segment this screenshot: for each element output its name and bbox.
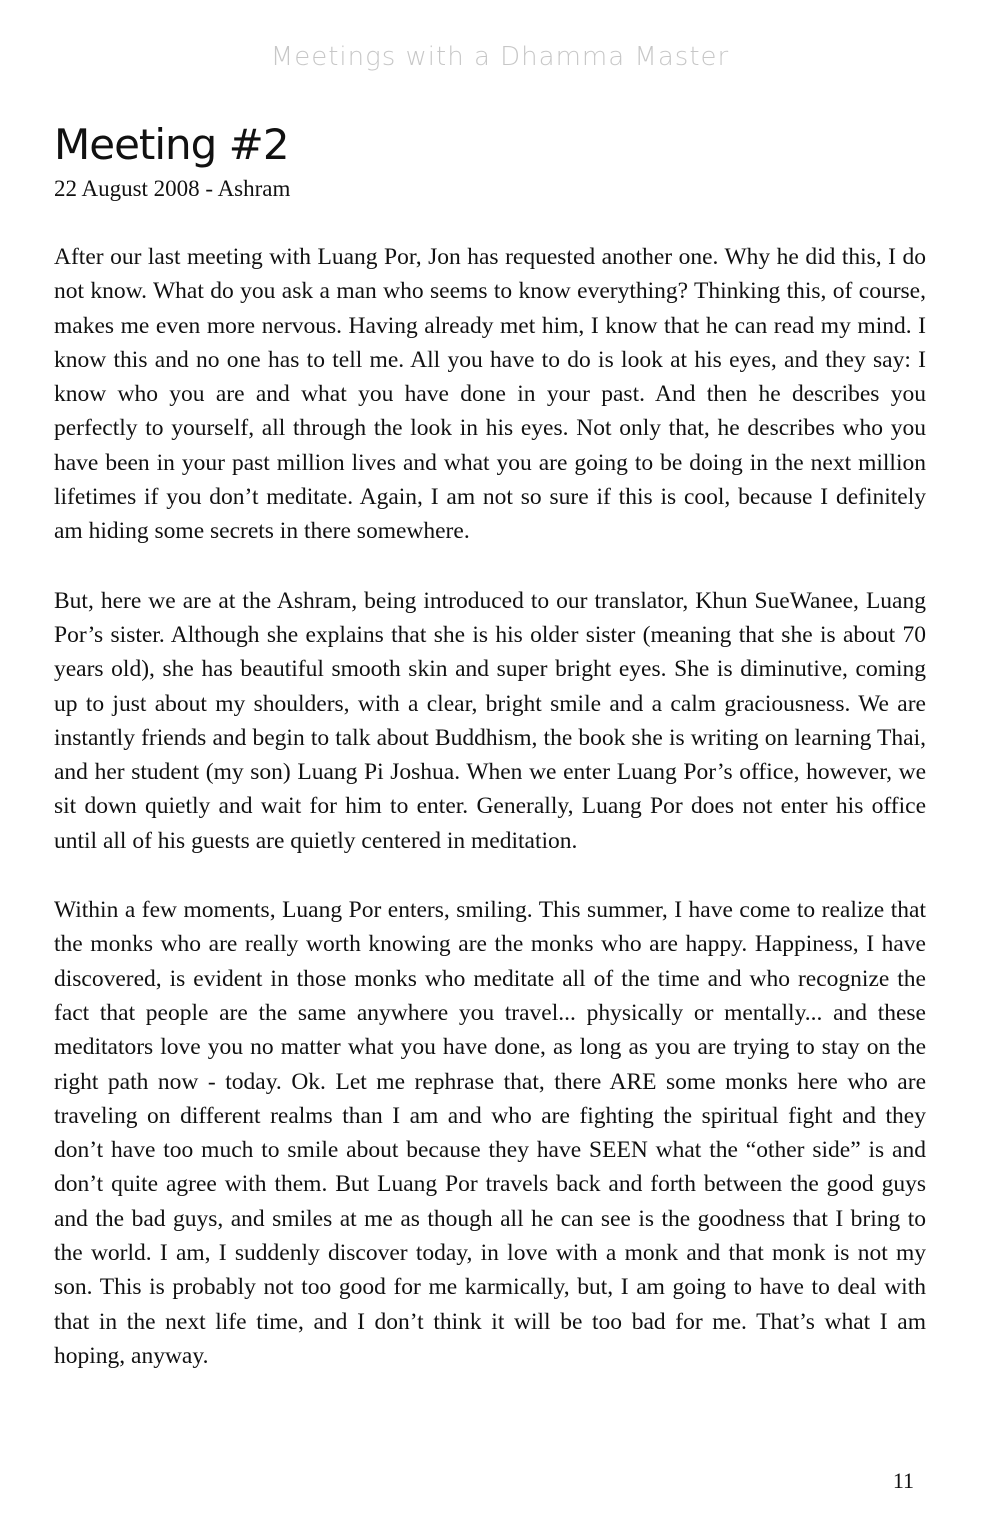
meeting-date-location: 22 August 2008 - Ashram xyxy=(54,176,291,201)
paragraph: Within a few moments, Luang Por enters, smiling. This summer, I have come to realize that the monks who are really worth knowing are the monks who are happy. Happiness, I have discovered, is evident in those monks who meditate all of the time and who recognize the fact that people are the same anywhere you travel... physically or mentally... and these meditators love you no matter what you have done, as long as you are trying to stay on the right path now - today. Ok. Let me rephrase that, there ARE some monks here who are traveling on different realms than I am and who are fighting the spiritual fight and they don’t have too much to smile about because they have SEEN what the “other side” is and don’t quite agree with them. But Luang Por travels back and forth between the good guys and the bad guys, and smiles at me as though all he can see is the goodness that I bring to the world. I am, I suddenly discover today, in love with a monk and that monk is not my son. This is probably not too good for me karmically, but, I am going to have to deal with that in the next life time, and I don’t think it will be too bad for me. That’s what I am hoping, anyway. xyxy=(54,897,926,1369)
meeting-title: Meeting #2 xyxy=(54,120,289,169)
page-number: 11 xyxy=(892,1468,914,1493)
paragraph: But, here we are at the Ashram, being introduced to our translator, Khun SueWanee, Luang Por’s sister. Although she explains that she is his older sister (meaning that she is about 70 years old), she has beautiful smooth skin and super bright eyes. She is diminutive, coming up to just about my shoulders, with a clear, bright smile and a calm graciousness. We are instantly friends and begin to talk about Buddhism, the book she is writing on learning Thai, and her student (my son) Luang Pi Joshua. When we enter Luang Por’s office, however, we sit down quietly and wait for him to enter. Generally, Luang Por does not enter his office until all of his guests are quietly centered in meditation. xyxy=(54,587,926,854)
body-text xyxy=(54,240,926,1408)
paragraph: After our last meeting with Luang Por, Jon has requested another one. Why he did this, I do not know. What do you ask a man who seems to know everything? Thinking this, of course, makes me even more nervous. Having already met him, I know that he can read my mind. I know this and no one has to tell me. All you have to do is look at his eyes, and they say: I know who you are and what you have done in your past. And then he describes you perfectly to yourself, all through the look in his eyes. Not only that, he describes who you have been in your past million lives and what you are going to be doing in the next million lifetimes if you don’t meditate. Again, I am not so sure if this is cool, because I definitely am hiding some secrets in there somewhere. xyxy=(54,244,926,545)
running-header: Meetings with a Dhamma Master xyxy=(270,42,730,72)
